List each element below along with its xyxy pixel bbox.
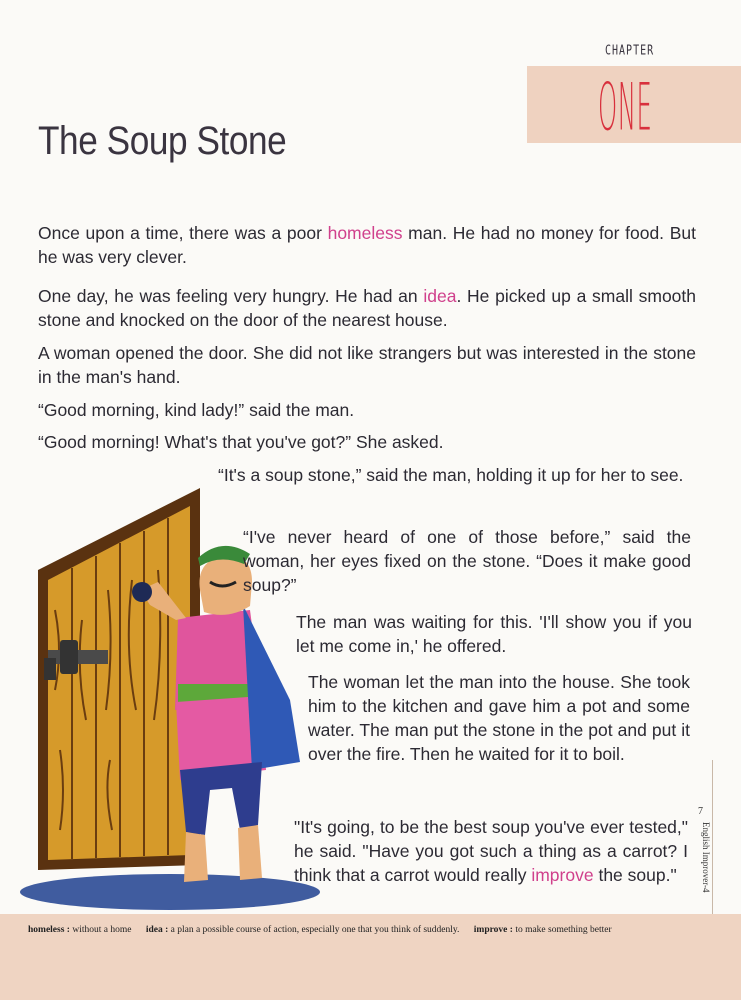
glossary-entry: improve : to make something better bbox=[473, 925, 612, 935]
story-paragraph: The man was waiting for this. 'I'll show you if you let me come in,' he offered. bbox=[296, 612, 692, 656]
vocab-word-homeless: homeless bbox=[327, 223, 403, 243]
story-paragraph: The woman let the man into the house. She took him to the kitchen and gave him a pot and some water. The man put the stone in the pot and put it over the fire. Then he waited for it to boil. bbox=[308, 672, 690, 764]
page-number: 7 bbox=[698, 806, 703, 817]
chapter-number: ONE bbox=[598, 69, 653, 145]
page-title: The Soup Stone bbox=[38, 119, 287, 163]
running-head: English Improver-4 bbox=[701, 822, 711, 893]
story-paragraph: "It's going, to be the best soup you've ever tested," he said. "Have you got such a thing as a carrot? I think that a carrot would really improve the soup." bbox=[294, 817, 688, 885]
chapter-label: CHAPTER bbox=[605, 44, 655, 59]
story-paragraph: One day, he was feeling very hungry. He had an idea. He picked up a small smooth stone and knocked on the door of the nearest house. bbox=[38, 286, 696, 330]
glossary-entry: homeless : without a home bbox=[28, 925, 132, 935]
vocab-word-improve: improve bbox=[531, 865, 594, 885]
vocab-word-idea: idea bbox=[423, 286, 457, 306]
story-paragraph: “It's a soup stone,” said the man, holding it up for her to see. bbox=[218, 465, 684, 485]
story-paragraph: A woman opened the door. She did not like strangers but was interested in the stone in the man's hand. bbox=[38, 343, 696, 387]
story-paragraph: “Good morning! What's that you've got?” She asked. bbox=[38, 432, 444, 452]
glossary-entry: idea : a plan a possible course of action, especially one that you think of suddenly. bbox=[145, 925, 460, 935]
story-paragraph: Once upon a time, there was a poor homeless man. He had no money for food. But he was very clever. bbox=[38, 223, 696, 267]
story-paragraph: “Good morning, kind lady!” said the man. bbox=[38, 400, 355, 420]
story-paragraph: “I've never heard of one of those before,” said the woman, her eyes fixed on the stone. “Does it make good soup?” bbox=[243, 527, 691, 595]
glossary bbox=[28, 925, 624, 935]
